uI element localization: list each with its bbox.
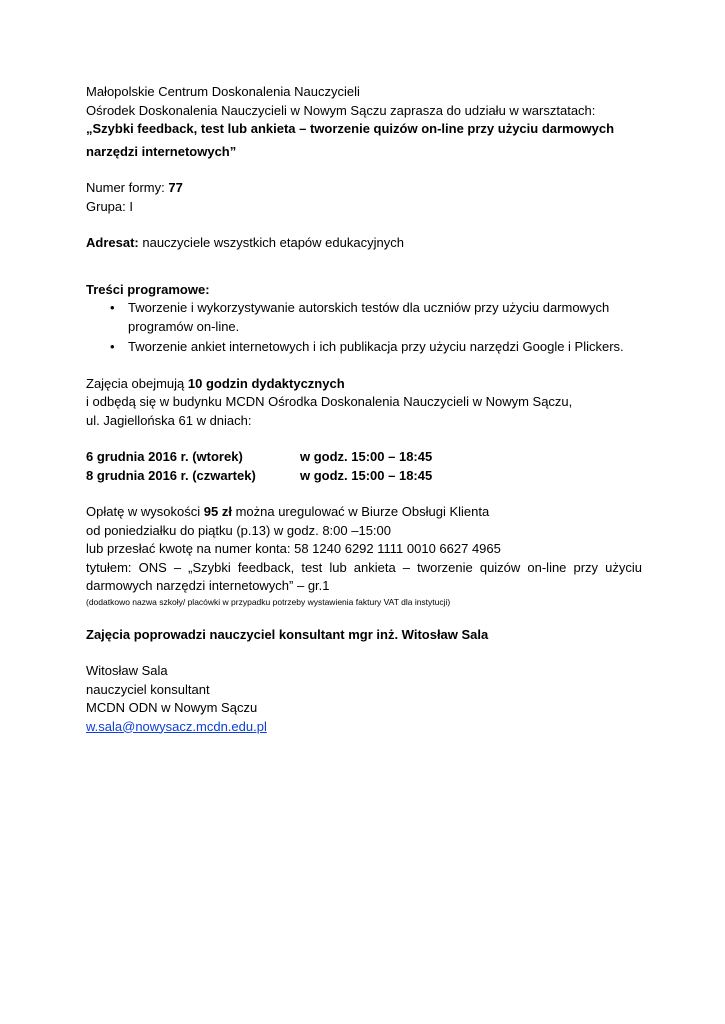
program-heading: Treści programowe:: [86, 281, 210, 297]
schedule-intro-prefix: Zajęcia obejmują: [86, 375, 188, 391]
list-item: [86, 299, 642, 336]
payment-account: lub przesłać kwotę na numer konta: 58 1240 6292 1111 0010 6627 4965: [86, 541, 501, 556]
signature-name: Witosław Sala: [86, 663, 168, 678]
program-item-2-line-1: • Tworzenie ankiet internetowych i ich publikacja przy użyciu narzędzi Google i Plickers.: [128, 339, 624, 354]
list-item: [86, 338, 642, 357]
date-1: 6 grudnia 2016 r. (wtorek): [86, 449, 243, 464]
date-2: 8 grudnia 2016 r. (czwartek): [86, 467, 256, 483]
schedule-address: ul. Jagiellońska 61 w dniach:: [86, 412, 252, 428]
form-number-value: 77: [168, 180, 183, 195]
workshop-title-line-1: „Szybki feedback, test lub ankieta – tworzenie quizów on-line przy użyciu darmowych: [86, 121, 615, 136]
payment-title-line-1: tytułem: ONS – „Szybki feedback, test lub ankieta – tworzenie quizów on-line przy użyciu: [86, 559, 642, 575]
signature-role: nauczyciel konsultant: [86, 681, 210, 697]
program-list: [86, 299, 642, 357]
signature-institution: MCDN ODN w Nowym Sączu: [86, 700, 258, 715]
addressee-label: Adresat:: [86, 235, 139, 250]
program-item-1-line-1: • Tworzenie i wykorzystywanie autorskich testów dla uczniów przy użyciu darmowych: [128, 300, 610, 315]
schedule-intro: [86, 375, 642, 394]
document-page: [86, 83, 642, 736]
program-item-1-line-2: programów on-line.: [128, 318, 240, 334]
date-row-1: [86, 448, 642, 467]
addressee-value: nauczyciele wszystkich etapów edukacyjnych: [138, 235, 404, 250]
addressee: [86, 234, 642, 253]
payment-hours: od poniedziałku do piątku (p.13) w godz. 8:00 –15:00: [86, 522, 391, 538]
payment-prefix: Opłatę w wysokości: [86, 504, 204, 519]
payment-title-line-2: darmowych narzędzi internetowych” – gr.1: [86, 578, 330, 593]
schedule-hours: 10 godzin dydaktycznych: [187, 375, 345, 391]
invitation-text: Ośrodek Doskonalenia Nauczycieli w Nowym Sączu zaprasza do udziału w warsztatach:: [86, 102, 596, 118]
group-label: Grupa: I: [86, 198, 133, 214]
workshop-title-line-2: narzędzi internetowych”: [86, 143, 237, 159]
schedule-venue: i odbędą się w budynku MCDN Ośrodka Doskonalenia Nauczycieli w Nowym Sączu,: [86, 394, 573, 409]
payment-amount: 95 zł: [203, 504, 232, 519]
time-1: w godz. 15:00 – 18:45: [300, 449, 433, 464]
instructor-line: Zajęcia poprowadzi nauczyciel konsultant mgr inż. Witosław Sala: [86, 626, 489, 642]
date-row-2: [86, 467, 642, 486]
organization-name: Małopolskie Centrum Doskonalenia Nauczycieli: [86, 84, 360, 99]
payment-line-1: [86, 503, 642, 522]
form-number: [86, 179, 642, 198]
form-number-label: Numer formy:: [86, 180, 169, 195]
payment-suffix: można uregulować w Biurze Obsługi Klienta: [231, 504, 490, 519]
email-link[interactable]: w.sala@nowysacz.mcdn.edu.pl: [86, 718, 267, 734]
time-2: w godz. 15:00 – 18:45: [300, 467, 433, 483]
payment-note: (dodatkowo nazwa szkoły/ placówki w przypadku potrzeby wystawienia faktury VAT dla instytucji): [86, 596, 451, 607]
